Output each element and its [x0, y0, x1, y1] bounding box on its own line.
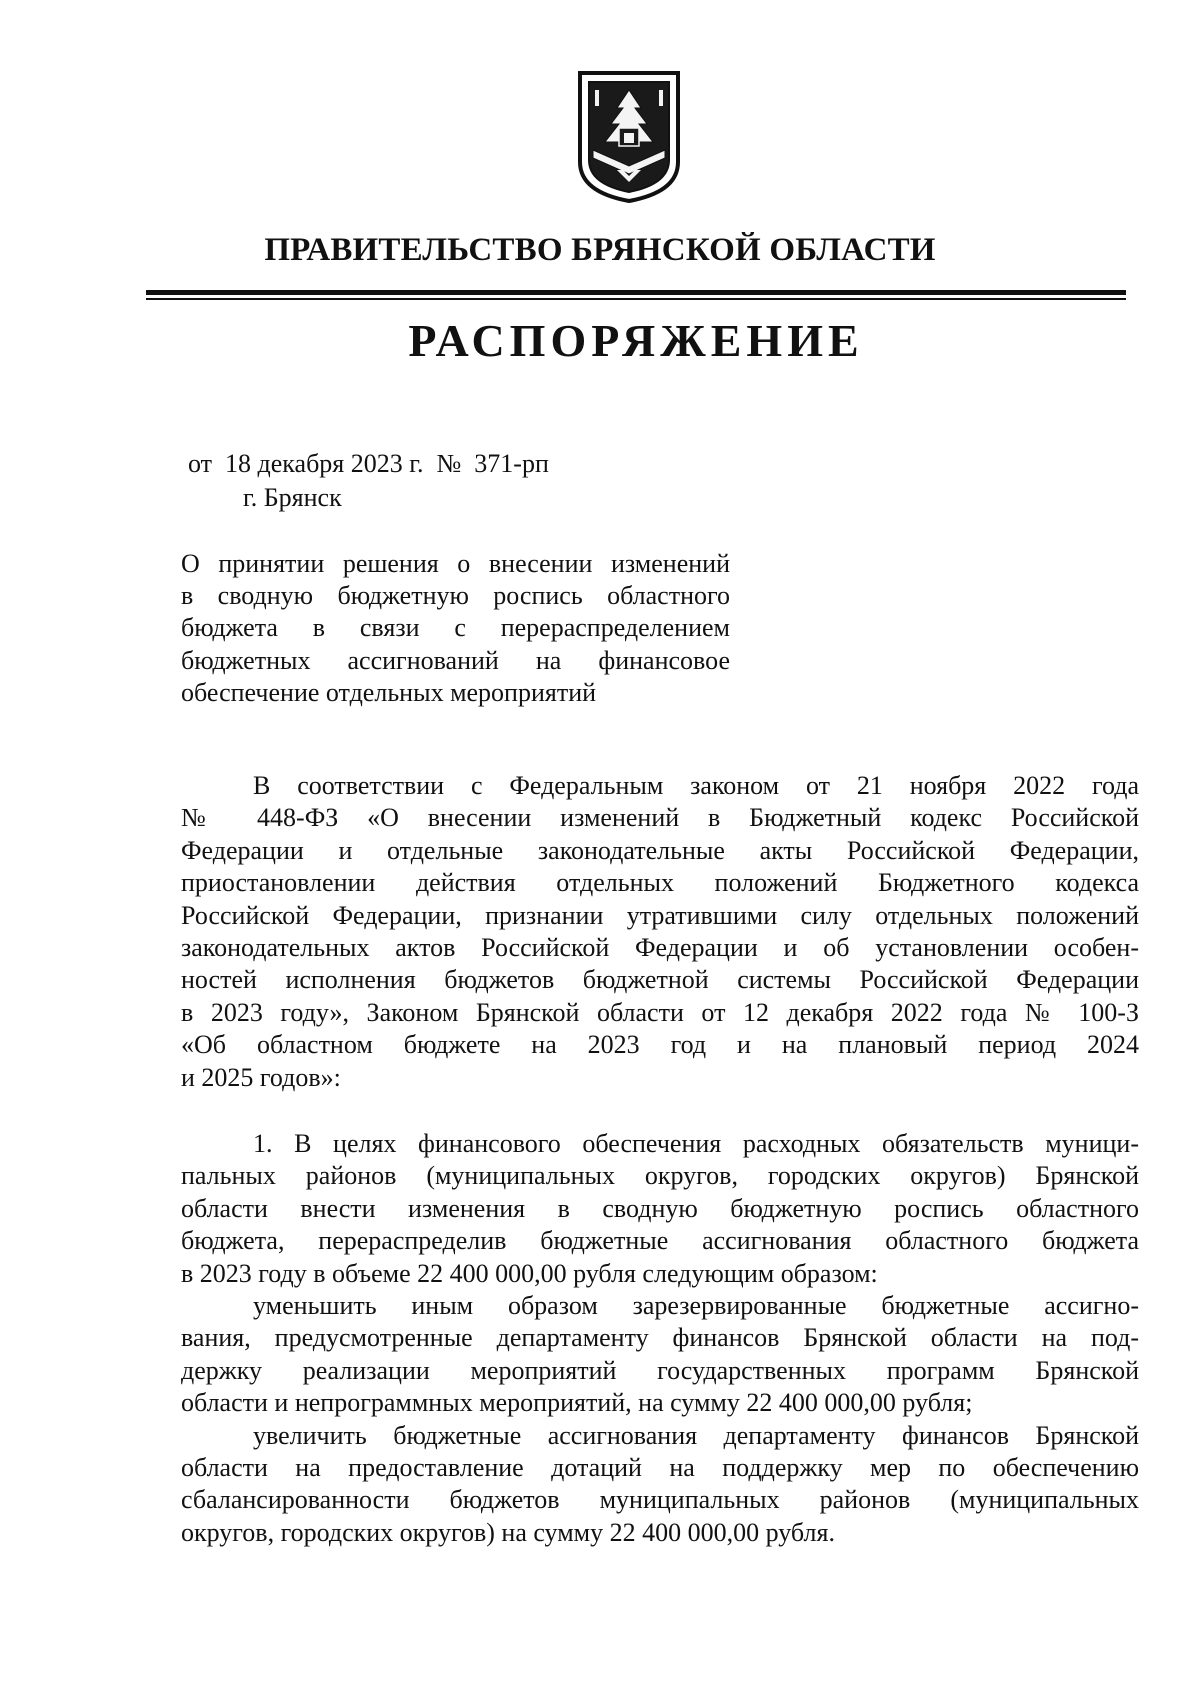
paragraph-line: держку реализации мероприятий государственных программ Брянской — [181, 1355, 1139, 1385]
coat-of-arms-emblem — [577, 70, 681, 204]
paragraph-line: в 2023 году», Законом Брянской области от 12 декабря 2022 года № 100-З — [181, 997, 1139, 1027]
paragraph-line: Российской Федерации, признании утратившими силу отдельных положений — [181, 900, 1139, 930]
paragraph-line: законодательных актов Российской Федерации и об установлении особен- — [181, 933, 1139, 963]
paragraph-line: области и непрограммных мероприятий, на сумму 22 400 000,00 рубля; — [181, 1388, 973, 1418]
subject-line: в сводную бюджетную роспись областного — [181, 581, 730, 611]
paragraph-line: бюджета, перераспределив бюджетные ассигнования областного бюджета — [181, 1226, 1139, 1256]
header-divider-thin — [146, 298, 1126, 300]
organization-title: ПРАВИТЕЛЬСТВО БРЯНСКОЙ ОБЛАСТИ — [264, 232, 936, 268]
paragraph-line: и 2025 годов»: — [181, 1062, 341, 1092]
paragraph-line: 1. В целях финансового обеспечения расходных обязательств муници- — [253, 1129, 1139, 1158]
subject-line: бюджета в связи с перераспределением — [181, 613, 730, 643]
paragraph-line: «Об областном бюджете на 2023 год и на плановый период 2024 — [181, 1030, 1139, 1060]
paragraph-line: сбалансированности бюджетов муниципальных районов (муниципальных — [181, 1485, 1139, 1515]
document-date-number: от 18 декабря 2023 г. № 371-рп — [188, 449, 549, 478]
document-city: г. Брянск — [243, 483, 342, 512]
subject-line: О принятии решения о внесении изменений — [181, 549, 730, 578]
paragraph-line: увеличить бюджетные ассигнования департаменту финансов Брянской — [253, 1420, 1139, 1450]
paragraph-line: округов, городских округов) на сумму 22 400 000,00 рубля. — [181, 1517, 835, 1547]
header-divider-thick — [146, 290, 1126, 295]
paragraph-line: в 2023 году в объеме 22 400 000,00 рубля следующим образом: — [181, 1258, 878, 1288]
document-subject — [181, 548, 730, 709]
preamble-paragraph — [181, 770, 1139, 1094]
paragraph-line: № 448-ФЗ «О внесении изменений в Бюджетный кодекс Российской — [181, 803, 1139, 833]
paragraph-line: уменьшить иным образом зарезервированные бюджетные ассигно- — [253, 1291, 1139, 1321]
paragraph-line: приостановлении действия отдельных положений Бюджетного кодекса — [181, 868, 1139, 898]
paragraph-line: ностей исполнения бюджетов бюджетной системы Российской Федерации — [181, 965, 1139, 995]
paragraph-line: области внести изменения в сводную бюджетную роспись областного — [181, 1193, 1139, 1223]
paragraph-line: вания, предусмотренные департаменту финансов Брянской области на под- — [181, 1323, 1139, 1353]
paragraph-line: области на предоставление дотаций на поддержку мер по обеспечению — [181, 1453, 1139, 1483]
item-1-paragraph — [181, 1128, 1139, 1549]
subject-line: бюджетных ассигнований на финансовое — [181, 645, 730, 675]
subject-line: обеспечение отдельных мероприятий — [181, 677, 597, 707]
document-type-title: РАСПОРЯЖЕНИЕ — [408, 315, 864, 366]
paragraph-line: Федерации и отдельные законодательные акты Российской Федерации, — [181, 835, 1139, 865]
paragraph-line: В соответствии с Федеральным законом от 21 ноября 2022 года — [253, 771, 1139, 800]
paragraph-line: пальных районов (муниципальных округов, городских округов) Брянской — [181, 1161, 1139, 1191]
